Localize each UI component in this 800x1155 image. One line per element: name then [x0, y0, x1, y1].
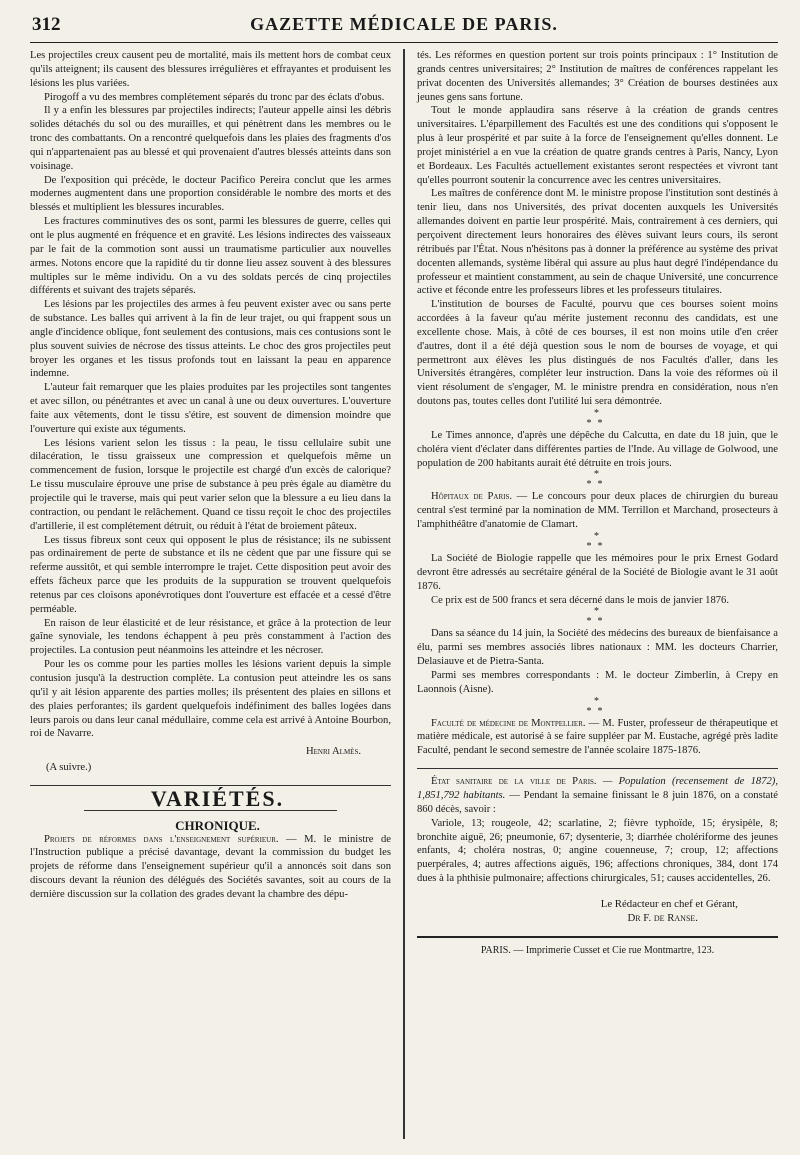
left-paragraph-2: Pirogoff a vu des membres complétement séparés du tronc par des éclats d'obus.: [44, 91, 385, 103]
star-mark: **: [586, 479, 609, 491]
to-be-continued: (A suivre.): [46, 762, 92, 774]
deaths-list: Variole, 13; rougeole, 42; scarlatine, 2; fièvre typhoïde, 15; érysipèle, 8; bronchite aiguë, 26; pneumonie, 67; dysenterie, 3; diarrhée cholériforme des jeunes enfants, 4; choléra nostras, 0; angine couenneuse, 7; croup, 12; affections puerpérales, 4; autres affections aiguës, 196; affections chroniques, 384, dont 174 dues à la phthisie pulmonaire; affections chirurgicales, 51; causes accidentelles, 26.: [417, 817, 778, 885]
star-mark: **: [586, 417, 609, 429]
section-title-varietes: VARIÉTÉS.: [150, 785, 285, 811]
left-paragraph-3: Il y a enfin les blessures par projectiles indirects; l'auteur appelle ainsi les débris solides détachés du sol ou des murailles, et qui pénètrent dans les membres ou le tronc des combattants. On a rencontré quelquefois dans les plaies des fragments d'os qui n'appartenaient pas au blessé et qui provenaient d'autres blessés atteints dans son voisinage.: [30, 105, 391, 172]
correspondents-text: Parmi ses membres correspondants : M. le docteur Zimberlin, à Crepy en Laonnois (Aisne).: [417, 669, 778, 695]
editor-block: [417, 898, 778, 926]
reform-heading: Projets de réformes dans l'enseignement supérieur.: [44, 833, 279, 845]
separator-stars: [417, 532, 778, 552]
star-mark: *: [594, 469, 601, 481]
left-paragraph-5: Les fractures comminutives des os sont, parmi les blessures de guerre, celles qui ont le plus augmenté en fréquence et en gravité. Les lésions indirectes des vaisseaux par le fait de la commotion sont aussi un traumatisme particulier aux nouvelles armes. Notons encore que la rapidité du tir donne lieu assez souvent à des blessures multiples sur le même individu. On a vu des soldats percés de cinq projectiles différents et suivant des trajets séparés.: [30, 216, 391, 297]
population-text: — Population (recensement de 1872), 1,851,792 habitants.: [417, 776, 778, 801]
health-status-report: [417, 775, 778, 817]
editor-name: Dr F. de Ranse.: [627, 911, 698, 924]
star-mark: **: [586, 541, 609, 552]
hospitals-news: [417, 490, 778, 532]
montpellier-news: [417, 717, 778, 759]
printer-imprint: PARIS. — Imprimerie Cusset et Cie rue Montmartre, 123.: [480, 944, 715, 956]
separator-stars: [417, 697, 778, 717]
separator-stars: [417, 409, 778, 429]
footer-rule: [417, 936, 778, 938]
left-column: [30, 49, 399, 1139]
left-paragraph-11: Pour les os comme pour les parties molles les lésions varient depuis la simple contusion jusqu'à la destruction complète. La contusion peut atteindre les os sans qu'il y ait lésion apparente des parties molles; ils présentent des plaies en sillons et des plaies perforantes; ils gardent quelquefois indéfiniment des balles logées dans leurs parois ou dans leur canal médullaire, comme cela est arrivé à Antoine Bourbon, roi de Navarre.: [30, 659, 391, 740]
author-signature: Henri Almès.: [305, 746, 361, 758]
left-paragraph-7: L'auteur fait remarquer que les plaies produites par les projectiles sont tangentes et avec sillon, ou pénétrantes et avec un canal à une ou deux ouvertures. L'ouverture faite aux vêtements, dont le tissu s'étire, est souvent de dimension moindre que l'ouverture qui existe aux téguments.: [30, 382, 391, 435]
hospitals-text: — Le concours pour deux places de chirurgien du bureau central s'est terminé par la nomination de MM. Terrillon et Marchand, prosecteurs à l'amphithéâtre d'anatomie de Clamart.: [417, 491, 778, 531]
star-mark: **: [586, 705, 609, 717]
health-status-heading: État sanitaire de la ville de Paris.: [431, 776, 597, 788]
page-number: 312: [32, 14, 61, 35]
editor-title: Le Rédacteur en chef et Gérant,: [600, 897, 738, 910]
reform-article: [30, 833, 391, 902]
separator-stars: [417, 607, 778, 627]
star-mark: **: [586, 616, 609, 628]
right-paragraph-4: L'institution de bourses de Faculté, pourvu que ces bourses soient moins accordées à la faveur qu'au mérite justement reconnu des candidats, est une excellente chose. Mais, à côté de ces bourses, il est non moins utile d'en créer d'autres, dont il a été déjà question sous le nom de bourses de voyage, et qui permettront aux élèves les plus distingués de nos Facultés d'aller, dans les Universités étrangères, compléter leur instruction. Dans la voie des réformes où il vient résolument de s'engager, M. le ministre prendra en considération, nous n'en doutons pas, toutes celles dont l'utilité lui sera démontrée.: [417, 299, 778, 408]
column-rule: [403, 49, 405, 1139]
right-paragraph-1: tés. Les réformes en question portent sur trois points principaux : 1° Institution de grands centres universitaires; 2° Institution de maîtres de conférences rappelant les privat docenten des Universités allemandes; 3° Création de bourses destinées aux jeunes gens sans fortune.: [417, 50, 778, 103]
subsection-title-chronique: CHRONIQUE.: [175, 817, 260, 833]
text-columns: [30, 49, 778, 1139]
left-paragraph-8: Les lésions varient selon les tissus : la peau, le tissu cellulaire subit une dilacération, le tissu graisseux une compression et quelquefois même un commencement de fusion, lorsque le projectile est chargé d'un excès de calorique? Le tissu musculaire éprouve une prise de substance à peu près égale au diamètre du projectile qui le traverse, mais qui peut varier selon que la blessure a eu lieu dans la contraction, ou pendant le relâchement. Quand ce tissu reçoit le choc des projectiles d'artillerie, il est complétement détruit, ou réduit à l'état de broiement pâteux.: [30, 437, 391, 532]
right-paragraph-3: Les maîtres de conférence dont M. le ministre propose l'institution sont destinés à tenir lieu, dans nos Universités, des privat docenten auxquels les Universités allemandes doivent en partie leur prospérité. Mais, contrairement à ces derniers, qui perçoivent directement leurs honoraires des élèves suivant leurs cours, ils seront rétribués par l'État. Nous n'hésitons pas à donner la préférence au système des privat docenten allemands, système libéral qui assure au plus haut degré l'indépendance du professeur et maintient constamment, au sein de chaque Université, une concurrence active et féconde entre les professeurs libres et les professeurs titulaires.: [417, 188, 778, 297]
section-divider: [417, 768, 778, 769]
montpellier-text: — M. Fuster, professeur de thérapeutique et matière médicale, est autorisé à se faire suppléer par M. Eustache, agrégé près ladite Faculté, pendant le second semestre de l'année scolaire 1875-1876.: [417, 717, 778, 757]
times-news: Le Times annonce, d'après une dépêche du Calcutta, en date du 18 juin, que le choléra vient d'éclater dans différentes parties de l'Inde. Au village de Golwood, une population de 200 habitants aurait été détruite en trois jours.: [417, 429, 778, 469]
montpellier-heading: Faculté de médecine de Montpellier.: [431, 717, 586, 729]
running-title: GAZETTE MÉDICALE DE PARIS.: [250, 14, 558, 34]
left-paragraph-6: Les lésions par les projectiles des armes à feu peuvent exister avec ou sans perte de substance. Les balles qui arrivent à la fin de leur trajet, ou qui frappent sous un angle d'incidence oblique, font seulement des contusions, mais ces contusions sont le plus souvent suivies de nécrose des tissus atteints. Le choc des gros projectiles peut broyer les organes et les tissus profonds tout en laissant la peau en apparence indemne.: [30, 299, 391, 380]
reform-text: — M. le ministre de l'Instruction publique a précisé davantage, devant la commission du budget les projets de réforme dans l'enseignement supérieur qu'il a annoncés soit dans son discours devant la réunion des délégués des Sociétés savantes, soit au cours de la dernière discussion sur la collation des grades devant la chambre des dépu-: [30, 833, 391, 900]
biology-prize-text: Ce prix est de 500 francs et sera décerné dans le mois de janvier 1876.: [431, 594, 729, 606]
separator-stars: [417, 470, 778, 490]
hospitals-heading: Hôpitaux de Paris.: [431, 491, 512, 503]
page-header: [30, 14, 778, 43]
left-paragraph-1: Les projectiles creux causent peu de mortalité, mais ils mettent hors de combat ceux qu'ils atteignent; ils causent des blessures irrégulières et effrayantes et produisent les lésions les plus variées.: [30, 50, 391, 89]
biology-society-news: La Société de Biologie rappelle que les mémoires pour le prix Ernest Godard devront être adressés au secrétaire général de la Société de Biologie avant le 31 août 1876.: [417, 553, 778, 592]
right-column: [409, 49, 778, 1139]
deaths-summary: — Pendant la semaine finissant le 8 juin 1876, on a constaté 860 décès, savoir :: [417, 789, 778, 815]
star-mark: *: [594, 531, 601, 542]
left-paragraph-4: De l'exposition qui précède, le docteur Pacifico Pereira conclut que les armes modernes augmentent dans une proportion considérable le nombre des morts et des blessés et multiplient les blessures incurables.: [30, 174, 391, 214]
left-paragraph-9: Les tissus fibreux sont ceux qui opposent le plus de résistance; ils ne subissent pas ordinairement de perte de substance et ils ne cèdent que par une fissure qui se referme aussitôt, et qui semble interrompre le trajet. Cette disposition peut avoir des effets fâcheux parce que les produits de la suppuration se trouvent quelquefois retenus par ces cloisons aponévrotiques dont l'ouverture est effacée et a cessé d'être perméable.: [30, 534, 391, 615]
star-mark: *: [594, 695, 601, 707]
welfare-doctors-news: Dans sa séance du 14 juin, la Société des médecins des bureaux de bienfaisance a élu, parmi ses membres associés libres nationaux : MM. les docteurs Charrier, Delasiauve et de Pietra-Santa.: [417, 628, 778, 668]
left-paragraph-10: En raison de leur élasticité et de leur résistance, et grâce à la protection de leur gaîne synoviale, les tendons échappent à peu près constamment à l'action des projectiles. La contusion peut néanmoins les atteindre et les nécroser.: [30, 617, 391, 657]
star-mark: *: [594, 407, 601, 419]
right-paragraph-2: Tout le monde applaudira sans réserve à la création de grands centres universitaires. L'éparpillement des Facultés est une des conditions qui s'opposent le plus à leur prospérité et par suite à la force de l'enseignement qu'elles donnent. Le projet ministériel a en vue la création de quatre grands centres à Paris, Nancy, Lyon et Bordeaux. Les Facultés actuellement existantes seront respectées et vivront tant qu'elles pourront soutenir la concurrence avec les centres universitaires.: [417, 105, 778, 186]
star-mark: *: [594, 606, 601, 618]
